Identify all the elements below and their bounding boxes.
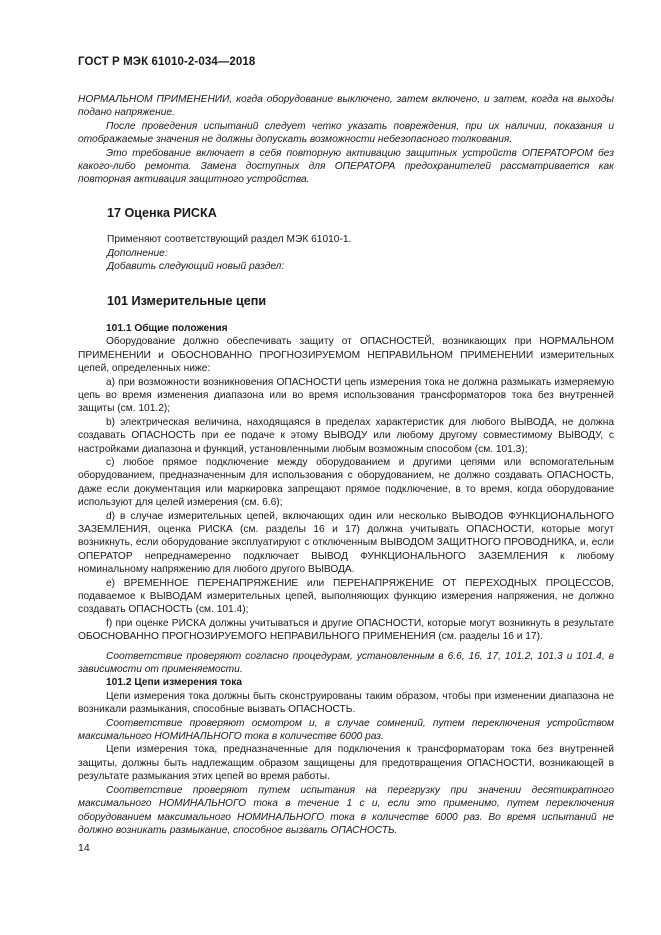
paragraph-101-1-intro: Оборудование должно обеспечивать защиту от ОПАСНОСТЕЙ, возникающих при НОРМАЛЬНОМ ПРИМЕНЕНИИ и ОБОСНОВАННО ПРОГНОЗИРУЕМОМ НЕПРАВИЛЬНОМ ПРИМЕНЕНИИ измерительных цепей, определенных ниже: [78, 336, 614, 375]
subsection-101-1-title: 101.1 Общие положения [106, 322, 228, 334]
page-number: 14 [78, 842, 90, 854]
intro-paragraph-1: НОРМАЛЬНОМ ПРИМЕНЕНИИ, когда оборудование выключено, затем включено, и затем, когда на выходы подано напряжение. [78, 94, 614, 119]
compliance-101-2-1: Соответствие проверяют осмотром и, в случае сомнений, путем переключения устройством максимального НОМИНАЛЬНОГО тока в количестве 6000 раз. [78, 717, 614, 743]
section-17-line-2: Дополнение: [107, 247, 168, 259]
document-header: ГОСТ Р МЭК 61010-2-034—2018 [78, 56, 256, 68]
list-item-e: e) ВРЕМЕННОЕ ПЕРЕНАПРЯЖЕНИЕ или ПЕРЕНАПРЯЖЕНИЕ ОТ ПЕРЕХОДНЫХ ПРОЦЕССОВ, подаваемое к ВЫВОДАМ измерительных цепей, выполняющих функцию измерения напряжения, не должно создавать ОПАСНОСТЬ (см. 101.4); [78, 577, 614, 616]
list-item-b: b) электрическая величина, находящаяся в пределах характеристик для любого ВЫВОДА, не должна создавать ОПАСНОСТЬ при ее подаче к этому ВЫВОДУ или любому другому совместимому ВЫВОДУ, с настройками диапазона и функций, установленными любым возможным способом (см. 101.3); [78, 416, 614, 455]
intro-paragraph-3: Это требование включает в себя повторную активацию защитных устройств ОПЕРАТОРОМ без какого-либо ремонта. Замена доступных для ОПЕРАТОРА предохранителей рассматривается как повторная активация защитного устройства. [78, 147, 614, 186]
list-item-a: a) при возможности возникновения ОПАСНОСТИ цепь измерения тока не должна размыкать измеряемую цепь во время изменения диапазона или во время использования трансформаторов тока без внутренней защиты (см. 101.2); [78, 376, 614, 415]
section-17-title: 17 Оценка РИСКА [107, 205, 217, 220]
section-17-line-1: Применяют соответствующий раздел МЭК 61010-1. [107, 234, 352, 246]
compliance-101-1: Соответствие проверяют согласно процедурам, установленным в 6.6, 16, 17, 101.2, 101.3 и 101.4, в зависимости от применяемости. [78, 650, 614, 676]
section-101-title: 101 Измерительные цепи [107, 294, 267, 309]
subsection-101-2-title: 101.2 Цепи измерения тока [106, 677, 242, 689]
paragraph-101-2-2: Цепи измерения тока, предназначенные для подключения к трансформаторам тока без внутренней защиты, должны быть надлежащим образом защищены для предотвращения ОПАСНОСТИ, возникающей в результате размыкания этих цепей во время работы. [78, 744, 614, 783]
compliance-101-2-2: Соответствие проверяют путем испытания на перегрузку при значении десятикратного максимального НОМИНАЛЬНОГО тока в течение 1 с и, если это применимо, путем переключения оборудованием максимального НОМИНАЛЬНОГО тока в количестве 6000 раз. Во время испытаний не должно возникать размыкание, способное вызвать ОПАСНОСТЬ. [78, 784, 614, 836]
paragraph-101-2-1: Цепи измерения тока должны быть сконструированы таким образом, чтобы при изменении диапазона не возникали размыкания, способные вызвать ОПАСНОСТЬ. [78, 690, 614, 716]
intro-paragraph-2: После проведения испытаний следует четко указать повреждения, при их наличии, показания и отображаемые значения не должны допускать возможности небезопасного толкования. [78, 120, 614, 146]
list-item-c: c) любое прямое подключение между оборудованием и другими цепями или вспомогательным оборудованием, предназначенным для использования с оборудованием, не должно создавать ОПАСНОСТЬ, даже если документация или маркировка запрещают прямое подключение, в то время, когда оборудование используют для целей измерения (см. 6.6); [78, 456, 614, 509]
document-body [78, 93, 614, 837]
list-item-f: f) при оценке РИСКА должны учитываться и другие ОПАСНОСТИ, которые могут возникнуть в результате ОБОСНОВАННО ПРОГНОЗИРУЕМОГО НЕПРАВИЛЬНОГО ПРИМЕНЕНИЯ (см. разделы 16 и 17). [78, 617, 614, 643]
list-item-d: d) в случае измерительных цепей, включающих один или несколько ВЫВОДОВ ФУНКЦИОНАЛЬНОГО ЗАЗЕМЛЕНИЯ, оценка РИСКА (см. разделы 16 и 17) должна учитывать ОПАСНОСТИ, которые могут возникнуть, если оборудование эксплуатируют с отключенным ВЫВОДОМ ЗАЩИТНОГО ПРОВОДНИКА, и, если ОПЕРАТОР непреднамеренно подключает ВЫВОД ФУНКЦИОНАЛЬНОГО ЗАЗЕМЛЕНИЯ к любому номинальному напряжению для любого другого ВЫВОДА. [78, 510, 614, 576]
section-17-line-3: Добавить следующий новый раздел: [107, 261, 285, 273]
